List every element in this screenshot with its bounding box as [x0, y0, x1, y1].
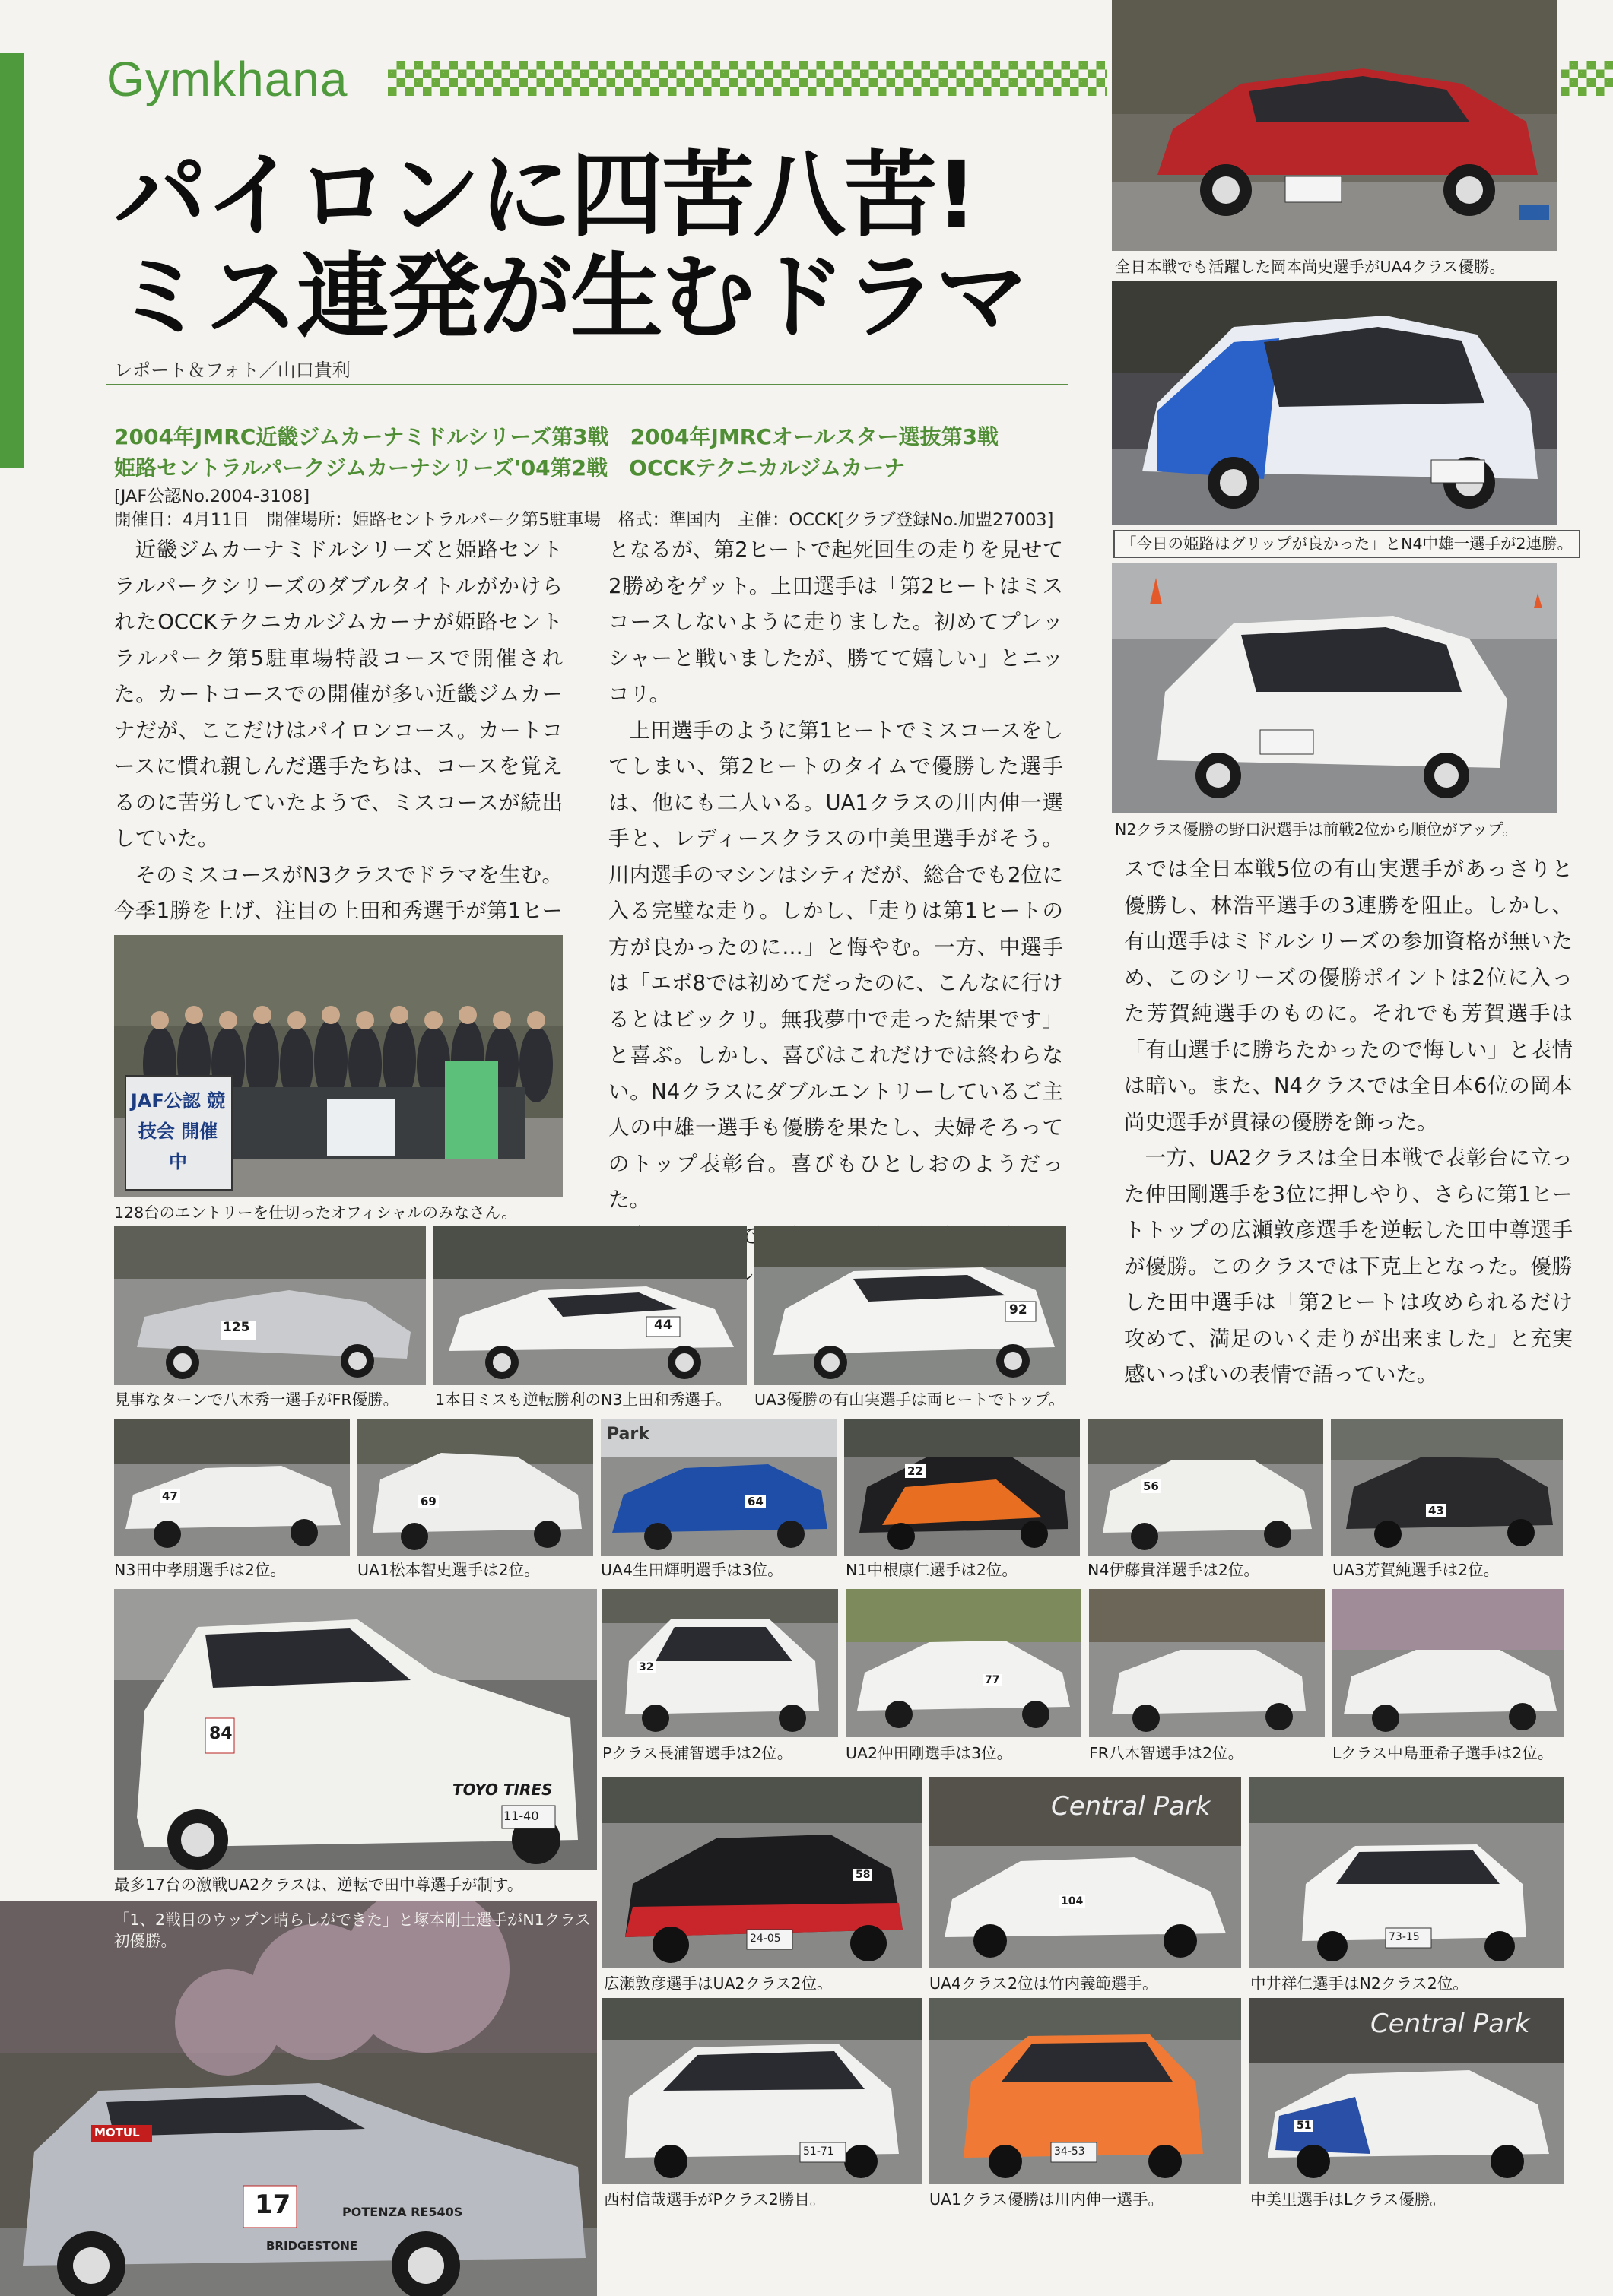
paragraph: スでは全日本戦5位の有山実選手があっさりと優勝し、林浩平選手の3連勝を阻止。しかし、有山選手はミドルシリーズの参加資格が無いため、このシリーズの優勝ポイントは2位に入った芳賀純選手のものに。それでも芳賀選手は「有山選手に勝ちたかったので悔しい」と表情は暗い。また、N4クラスでは全日本6位の岡本尚史選手が貫禄の優勝を飾った。 [1124, 857, 1573, 1134]
caption: 「1、2戦目のウップン晴らしができた」と塚本剛士選手がN1クラス初優勝。 [114, 1911, 591, 1950]
license-plate: 24-05 [750, 1933, 781, 1945]
caption: N3田中孝朋選手は2位。 [114, 1561, 286, 1579]
caption: 広瀬敦彦選手はUA2クラス2位。 [604, 1974, 833, 1993]
venue-sign: Central Park [1370, 2009, 1530, 2039]
car-number: 84 [209, 1724, 233, 1743]
event-info-line-2: 開催日：4月11日 開催場所：姫路セントラルパーク第5駐車場 格式：準国内 主催：OCCK[クラブ登録No.加盟27003] [114, 510, 1054, 531]
photo-ua4-ikuta [601, 1419, 837, 1556]
caption: 128台のエントリーを仕切ったオフィシャルのみなさん。 [114, 1203, 517, 1222]
section-label: Gymkhana [106, 52, 348, 106]
venue-sign: Park [607, 1425, 649, 1444]
caption: FR八木智選手は2位。 [1089, 1744, 1244, 1762]
article-column-3 [1124, 851, 1573, 1394]
license-plate: 11-40 [503, 1809, 539, 1823]
photo-civic-ua2 [114, 1589, 597, 1870]
headline [114, 141, 1065, 352]
car-number: 58 [853, 1869, 872, 1881]
caption: Pクラス長浦智選手は2位。 [602, 1744, 793, 1762]
photo-s2000 [114, 1226, 426, 1385]
caption: UA4生田輝明選手は3位。 [601, 1561, 783, 1579]
event-info-line-1: [JAF公認No.2004-3108] [114, 487, 310, 506]
car-number: 125 [223, 1320, 250, 1335]
paragraph: 近畿ジムカーナミドルシリーズと姫路セントラルパークシリーズのダブルタイトルがかけられたOCCKテクニカルジムカーナが姫路セントラルパーク第5駐車場特設コースで開催された。カートコースでの開催が多い近畿ジムカーナだが、ここだけはパイロンコース。カートコースに慣れ親しんだ選手たちは、コースを覚えるのに苦労していたようで、ミスコースが続出していた。 [114, 538, 563, 851]
car-number: 104 [1059, 1895, 1085, 1908]
caption: N2クラス優勝の野口沢選手は前戦2位から順位がアップ。 [1115, 820, 1518, 839]
photo-p-nishimura [602, 1998, 922, 2184]
event-info [114, 485, 1080, 532]
event-title-line-1: 2004年JMRC近畿ジムカーナミドルシリーズ第3戦 2004年JMRCオールスター選抜第3戦 [114, 424, 999, 449]
photo-p-nagaura [602, 1589, 838, 1737]
license-plate: 73-15 [1389, 1931, 1420, 1943]
photo-ua3-haga [1331, 1419, 1563, 1556]
photo-white-integra [1112, 563, 1557, 813]
paragraph: となるが、第2ヒートで起死回生の走りを見せて2勝めをゲット。上田選手は「第2ヒートはミスコースしないように走りました。初めてプレッシャーと戦いましたが、勝てて嬉しい」とニッコリ。 [608, 538, 1063, 706]
jaf-sign: JAF公認 競技会 開催中 [130, 1090, 226, 1172]
photo-integra-ua3 [754, 1226, 1066, 1385]
caption: 見事なターンで八木秀一選手がFR優勝。 [114, 1391, 399, 1409]
sponsor-decal: POTENZA RE540S [342, 2205, 463, 2219]
caption: 西村信哉選手がPクラス2勝目。 [604, 2190, 826, 2209]
paragraph: 上田選手のように第1ヒートでミスコースをしてしまい、第2ヒートのタイムで優勝した選手は、他にも二人いる。UA1クラスの川内伸一選手と、レディースクラスの中美里選手がそう。川内選手のマシンはシティだが、総合でも2位に入る完璧な走り。しかし、「走りは第1ヒートの方が良かったのに…」と悔やむ。一方、中選手は「エボ8では初めてだったのに、こんなに行けるとはビックリ。無我夢中で走った結果です」と喜ぶ。しかし、喜びはこれだけでは終わらない。N4クラスにダブルエントリーしているご主人の中雄一選手も優勝を果たし、夫婦そろってのトップ表彰台。喜びもひとしおのようだった。 [608, 718, 1063, 1212]
car-number: 92 [1009, 1302, 1027, 1318]
header-rule [106, 384, 1068, 385]
caption: N4伊藤貴洋選手は2位。 [1088, 1561, 1259, 1579]
event-title [114, 422, 1080, 484]
caption: 中井祥仁選手はN2クラス2位。 [1250, 1974, 1469, 1993]
caption: N1中根康仁選手は2位。 [846, 1561, 1018, 1579]
caption: 全日本戦でも活躍した岡本尚史選手がUA4クラス優勝。 [1115, 258, 1505, 276]
car-number: 44 [654, 1318, 672, 1333]
license-plate: 51-71 [803, 2145, 834, 2158]
photo-red-lancer-evo [1112, 0, 1557, 251]
caption: 「今日の姫路はグリップが良かった」とN4中雄一選手が2連勝。 [1113, 530, 1580, 558]
paragraph: 一方、UA2クラスは全日本戦で表彰台に立った仲田剛選手を3位に押しやり、さらに第1ヒートトップの広瀬敦彦選手を逆転した田中尊選手が優勝。このクラスでは下克上となった。優勝した田中選手は「第2ヒートは攻められるだけ攻めて、満足のいく走りが出来ました」と充実感いっぱいの表情で語っていた。 [1124, 1146, 1573, 1387]
sponsor-decal: MOTUL [94, 2126, 140, 2139]
photo-l-nakajima [1332, 1589, 1564, 1737]
caption: 1本目ミスも逆転勝利のN3上田和秀選手。 [435, 1391, 732, 1409]
car-number: 69 [418, 1495, 439, 1508]
photo-n3-tanaka [114, 1419, 350, 1556]
sponsor-decal: BRIDGESTONE [266, 2239, 358, 2253]
article-column-2 [608, 532, 1063, 1291]
car-number: 47 [160, 1489, 180, 1503]
headline-line-1: パイロンに四苦八苦! [114, 141, 976, 249]
caption: UA1クラス優勝は川内伸一選手。 [929, 2190, 1164, 2209]
car-number: 17 [255, 2190, 291, 2220]
license-plate: 34-53 [1054, 2145, 1085, 2158]
caption: UA3優勝の有山実選手は両ヒートでトップ。 [754, 1391, 1065, 1409]
photo-officials-group [114, 935, 563, 1197]
car-number: 56 [1141, 1479, 1161, 1493]
photo-n2-nakai [1249, 1777, 1564, 1968]
caption: UA1松本智史選手は2位。 [357, 1561, 540, 1579]
article-column-1 [114, 532, 563, 966]
photo-ua1-matsumoto [357, 1419, 593, 1556]
caption: Lクラス中島亜希子選手は2位。 [1332, 1744, 1554, 1762]
photo-mr2 [433, 1226, 747, 1385]
caption: UA2仲田剛選手は3位。 [846, 1744, 1013, 1762]
event-title-line-2: 姫路セントラルパークジムカーナシリーズ'04第2戦 OCCKテクニカルジムカーナ [114, 455, 906, 480]
photo-ua2-nakata [846, 1589, 1081, 1737]
car-number: 43 [1426, 1504, 1446, 1517]
car-number: 64 [745, 1495, 766, 1508]
caption: 最多17台の激戦UA2クラスは、逆転で田中尊選手が制す。 [114, 1876, 523, 1894]
headline-line-2: ミス連発が生むドラマ [114, 243, 1027, 352]
caption: 中美里選手はLクラス優勝。 [1250, 2190, 1446, 2209]
photo-vitz-n1 [0, 1901, 597, 2296]
checker-strip-right [1561, 61, 1613, 96]
byline: レポート＆フォト／山口貴利 [114, 360, 351, 381]
car-number: 32 [637, 1661, 656, 1673]
car-number: 77 [983, 1674, 1002, 1686]
sponsor-decal: TOYO TIRES [452, 1781, 553, 1799]
car-number: 51 [1294, 2120, 1313, 2132]
car-number: 22 [905, 1464, 926, 1478]
photo-ua2-hirose [602, 1777, 922, 1968]
photo-ua4-takeuchi [929, 1777, 1241, 1968]
photo-l-naka [1249, 1998, 1564, 2184]
photo-n1-nakane [844, 1419, 1080, 1556]
section-color-bar [0, 53, 24, 468]
photo-white-blue-lancer-evo [1112, 281, 1557, 525]
photo-ua1-kawauchi [929, 1998, 1241, 2184]
caption: UA4クラス2位は竹内義範選手。 [929, 1974, 1158, 1993]
caption: UA3芳賀純選手は2位。 [1332, 1561, 1500, 1579]
photo-n4-ito [1088, 1419, 1323, 1556]
venue-sign: Central Park [1051, 1791, 1211, 1822]
checker-strip-left [388, 61, 1107, 96]
photo-fr-yagi [1089, 1589, 1325, 1737]
paragraph: そのミスコースがN3クラスでドラマを生む。今季1勝を上げ、注目の上田和秀選手が第1ヒー [114, 862, 563, 923]
